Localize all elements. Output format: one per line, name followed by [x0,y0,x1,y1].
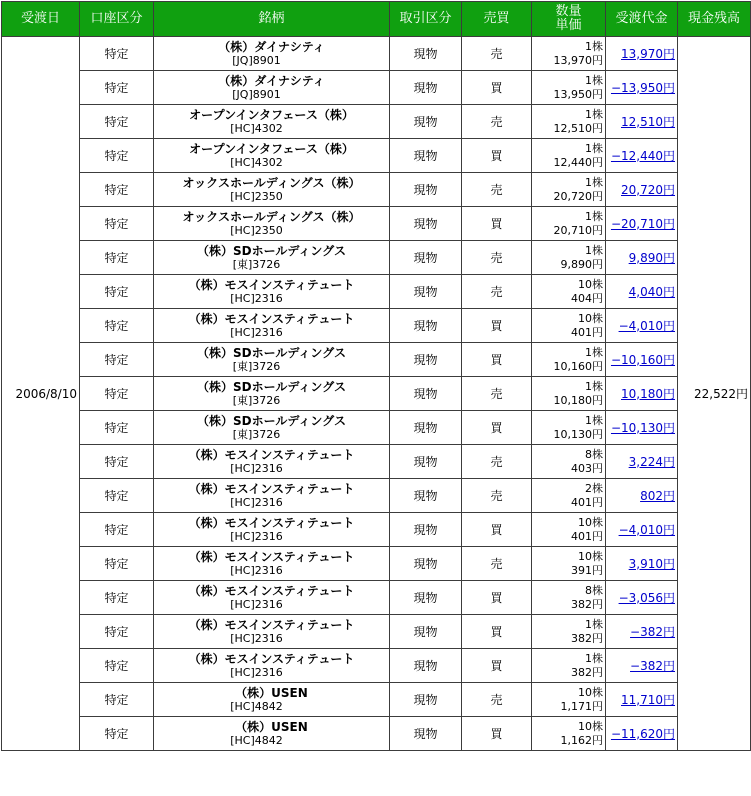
amount-cell [606,343,678,377]
header-account: 口座区分 [80,2,154,37]
issue-name: （株）SDホールディングス [196,413,347,428]
trade-type: 現物 [390,683,462,717]
qty-price-cell [532,445,606,479]
unit-price: 13,950円 [553,87,603,101]
issue-code: [HC]4842 [230,733,283,747]
header-balance: 現金残高 [678,2,751,37]
table-body [2,37,751,751]
issue-cell [154,173,390,207]
unit-price: 391円 [571,563,603,577]
table-row [2,717,751,751]
amount-cell [606,105,678,139]
trade-side: 売 [462,173,532,207]
issue-name: （株）モスインスティテュート [188,617,355,632]
issue-name: （株）モスインスティテュート [188,311,355,326]
issue-cell [154,479,390,513]
account-type: 特定 [80,479,154,513]
quantity: 10株 [578,311,603,325]
settlement-amount-link[interactable]: −10,130円 [610,420,675,435]
settlement-amount-link[interactable]: 12,510円 [621,114,675,129]
amount-cell [606,581,678,615]
qty-price-cell [532,37,606,71]
quantity: 8株 [585,447,603,461]
table-row [2,105,751,139]
amount-cell [606,275,678,309]
amount-cell [606,411,678,445]
quantity: 2株 [585,481,603,495]
table-row [2,71,751,105]
account-type: 特定 [80,513,154,547]
amount-cell [606,649,678,683]
table-row [2,445,751,479]
trade-side: 売 [462,683,532,717]
table-row [2,615,751,649]
trade-history-table [1,1,751,751]
issue-code: [JQ]8901 [232,87,281,101]
qty-price-cell [532,207,606,241]
quantity: 10株 [578,549,603,563]
table-row [2,411,751,445]
unit-price: 9,890円 [560,257,603,271]
trade-type: 現物 [390,37,462,71]
qty-price-cell [532,71,606,105]
issue-name: （株）モスインスティテュート [188,549,355,564]
issue-code: [東]3726 [232,427,281,441]
issue-name: オックスホールディングス（株） [182,209,361,224]
issue-cell [154,411,390,445]
issue-cell [154,513,390,547]
trade-type: 現物 [390,207,462,241]
trade-type: 現物 [390,445,462,479]
qty-price-cell [532,547,606,581]
table-row [2,343,751,377]
unit-price: 20,710円 [553,223,603,237]
settlement-amount-link[interactable]: −13,950円 [610,80,675,95]
trade-side: 買 [462,513,532,547]
quantity: 1株 [585,73,603,87]
unit-price: 1,162円 [560,733,603,747]
issue-cell [154,309,390,343]
trade-type: 現物 [390,513,462,547]
issue-code: [HC]2316 [230,291,283,305]
header-amount: 受渡代金 [606,2,678,37]
account-type: 特定 [80,683,154,717]
trade-type: 現物 [390,377,462,411]
trade-side: 買 [462,207,532,241]
settlement-amount-link[interactable]: −12,440円 [610,148,675,163]
settlement-amount-link[interactable]: 9,890円 [628,250,675,265]
unit-price: 12,440円 [553,155,603,169]
qty-price-cell [532,309,606,343]
table-row [2,37,751,71]
issue-code: [HC]2316 [230,631,283,645]
issue-cell [154,581,390,615]
account-type: 特定 [80,377,154,411]
quantity: 1株 [585,651,603,665]
quantity: 10株 [578,277,603,291]
cash-balance: 22,522円 [678,37,751,751]
account-type: 特定 [80,37,154,71]
trade-type: 現物 [390,275,462,309]
trade-side: 売 [462,445,532,479]
issue-name: （株）モスインスティテュート [188,481,355,496]
trade-type: 現物 [390,717,462,751]
unit-price: 10,180円 [553,393,603,407]
settlement-amount-link[interactable]: 20,720円 [621,182,675,197]
issue-cell [154,377,390,411]
settlement-amount-link[interactable]: 10,180円 [621,386,675,401]
amount-cell [606,717,678,751]
settlement-amount-link[interactable]: −382円 [630,658,675,673]
trade-side: 買 [462,615,532,649]
qty-price-cell [532,513,606,547]
trade-side: 買 [462,411,532,445]
issue-cell [154,139,390,173]
qty-price-cell [532,581,606,615]
qty-price-cell [532,343,606,377]
trade-side: 売 [462,547,532,581]
issue-name: （株）モスインスティテュート [188,651,355,666]
trade-side: 買 [462,343,532,377]
qty-price-cell [532,275,606,309]
issue-name: （株）SDホールディングス [196,345,347,360]
unit-price: 403円 [571,461,603,475]
issue-name: オープンインタフェース（株） [189,141,354,156]
quantity: 1株 [585,379,603,393]
account-type: 特定 [80,717,154,751]
issue-code: [東]3726 [232,257,281,271]
table-row [2,309,751,343]
table-row [2,479,751,513]
issue-name: （株）モスインスティテュート [188,447,355,462]
issue-cell [154,71,390,105]
amount-cell [606,241,678,275]
issue-name: オックスホールディングス（株） [182,175,361,190]
table-row [2,649,751,683]
trade-type: 現物 [390,479,462,513]
trade-side: 買 [462,71,532,105]
settlement-amount-link[interactable]: −3,056円 [618,590,675,605]
settlement-date: 2006/8/10 [2,37,80,751]
trade-type: 現物 [390,343,462,377]
issue-code: [東]3726 [232,359,281,373]
quantity: 1株 [585,141,603,155]
issue-cell [154,241,390,275]
account-type: 特定 [80,71,154,105]
issue-cell [154,615,390,649]
issue-name: （株）ダイナシティ [218,73,325,88]
issue-code: [HC]2316 [230,325,283,339]
account-type: 特定 [80,139,154,173]
amount-cell [606,71,678,105]
account-type: 特定 [80,615,154,649]
quantity: 1株 [585,107,603,121]
amount-cell [606,207,678,241]
qty-price-cell [532,479,606,513]
account-type: 特定 [80,105,154,139]
issue-cell [154,105,390,139]
header-qty-price [532,2,606,37]
settlement-amount-link[interactable]: −382円 [630,624,675,639]
trade-side: 買 [462,139,532,173]
amount-cell [606,139,678,173]
trade-type: 現物 [390,173,462,207]
amount-cell [606,615,678,649]
issue-code: [HC]4302 [230,155,283,169]
issue-code: [HC]2350 [230,223,283,237]
issue-cell [154,683,390,717]
settlement-amount-link[interactable]: 13,970円 [621,46,675,61]
amount-cell [606,547,678,581]
account-type: 特定 [80,445,154,479]
qty-price-cell [532,377,606,411]
quantity: 1株 [585,413,603,427]
issue-name: （株）モスインスティテュート [188,583,355,598]
issue-code: [HC]4302 [230,121,283,135]
qty-price-cell [532,241,606,275]
trade-type: 現物 [390,241,462,275]
unit-price: 401円 [571,325,603,339]
account-type: 特定 [80,581,154,615]
header-trade-type: 取引区分 [390,2,462,37]
header-qty: 数量 [555,4,582,19]
trade-side: 買 [462,717,532,751]
quantity: 10株 [578,515,603,529]
issue-code: [HC]2316 [230,529,283,543]
unit-price: 401円 [571,495,603,509]
settlement-amount-link[interactable]: 11,710円 [621,692,675,707]
quantity: 10株 [578,719,603,733]
trade-type: 現物 [390,411,462,445]
trade-side: 売 [462,105,532,139]
trade-type: 現物 [390,547,462,581]
table-row [2,683,751,717]
header-date: 受渡日 [2,2,80,37]
table-row [2,139,751,173]
header-issue: 銘柄 [154,2,390,37]
trade-type: 現物 [390,581,462,615]
trade-type: 現物 [390,105,462,139]
account-type: 特定 [80,241,154,275]
unit-price: 12,510円 [553,121,603,135]
qty-price-cell [532,649,606,683]
issue-cell [154,37,390,71]
qty-price-cell [532,411,606,445]
quantity: 1株 [585,39,603,53]
issue-code: [JQ]8901 [232,53,281,67]
issue-cell [154,649,390,683]
quantity: 1株 [585,617,603,631]
amount-cell [606,37,678,71]
quantity: 1株 [585,243,603,257]
account-type: 特定 [80,411,154,445]
trade-side: 買 [462,309,532,343]
unit-price: 1,171円 [560,699,603,713]
table-row [2,241,751,275]
unit-price: 20,720円 [553,189,603,203]
settlement-amount-link[interactable]: −11,620円 [610,726,675,741]
issue-name: （株）USEN [235,685,308,700]
quantity: 8株 [585,583,603,597]
account-type: 特定 [80,649,154,683]
trade-type: 現物 [390,309,462,343]
amount-cell [606,683,678,717]
qty-price-cell [532,683,606,717]
table-row [2,377,751,411]
unit-price: 382円 [571,597,603,611]
account-type: 特定 [80,275,154,309]
unit-price: 10,160円 [553,359,603,373]
trade-side: 買 [462,649,532,683]
unit-price: 401円 [571,529,603,543]
settlement-amount-link[interactable]: −4,010円 [618,318,675,333]
trade-side: 売 [462,37,532,71]
trade-side: 売 [462,479,532,513]
qty-price-cell [532,139,606,173]
issue-code: [HC]2316 [230,597,283,611]
qty-price-cell [532,615,606,649]
unit-price: 382円 [571,631,603,645]
unit-price: 13,970円 [553,53,603,67]
amount-cell [606,377,678,411]
qty-price-cell [532,105,606,139]
trade-side: 買 [462,581,532,615]
unit-price: 382円 [571,665,603,679]
issue-name: オープンインタフェース（株） [189,107,354,122]
issue-code: [HC]2316 [230,563,283,577]
quantity: 1株 [585,345,603,359]
quantity: 10株 [578,685,603,699]
unit-price: 404円 [571,291,603,305]
issue-name: （株）USEN [235,719,308,734]
trade-type: 現物 [390,71,462,105]
issue-cell [154,343,390,377]
header-price: 単価 [555,18,582,33]
settlement-amount-link[interactable]: −4,010円 [618,522,675,537]
amount-cell [606,309,678,343]
trade-type: 現物 [390,139,462,173]
issue-code: [HC]2350 [230,189,283,203]
issue-code: [HC]2316 [230,461,283,475]
unit-price: 10,130円 [553,427,603,441]
table-row [2,207,751,241]
issue-name: （株）モスインスティテュート [188,515,355,530]
header-side: 売買 [462,2,532,37]
trade-side: 売 [462,377,532,411]
table-row [2,547,751,581]
table-row [2,513,751,547]
trade-type: 現物 [390,615,462,649]
issue-code: [HC]2316 [230,665,283,679]
issue-code: [HC]2316 [230,495,283,509]
settlement-amount-link[interactable]: 3,224円 [628,454,675,469]
issue-cell [154,445,390,479]
trade-side: 売 [462,275,532,309]
settlement-amount-link[interactable]: −20,710円 [610,216,675,231]
table-row [2,275,751,309]
issue-name: （株）SDホールディングス [196,379,347,394]
settlement-amount-link[interactable]: 3,910円 [628,556,675,571]
qty-price-cell [532,173,606,207]
issue-cell [154,275,390,309]
table-row [2,173,751,207]
settlement-amount-link[interactable]: −10,160円 [610,352,675,367]
issue-cell [154,547,390,581]
settlement-amount-link[interactable]: 4,040円 [628,284,675,299]
settlement-amount-link[interactable]: 802円 [640,488,675,503]
issue-name: （株）SDホールディングス [196,243,347,258]
quantity: 1株 [585,175,603,189]
account-type: 特定 [80,343,154,377]
table-row [2,581,751,615]
issue-code: [東]3726 [232,393,281,407]
issue-name: （株）ダイナシティ [218,39,325,54]
table-header-row [2,2,751,37]
qty-price-cell [532,717,606,751]
amount-cell [606,173,678,207]
trade-type: 現物 [390,649,462,683]
account-type: 特定 [80,309,154,343]
account-type: 特定 [80,547,154,581]
issue-code: [HC]4842 [230,699,283,713]
amount-cell [606,445,678,479]
trade-side: 売 [462,241,532,275]
account-type: 特定 [80,173,154,207]
amount-cell [606,479,678,513]
issue-cell [154,717,390,751]
amount-cell [606,513,678,547]
quantity: 1株 [585,209,603,223]
account-type: 特定 [80,207,154,241]
issue-cell [154,207,390,241]
issue-name: （株）モスインスティテュート [188,277,355,292]
